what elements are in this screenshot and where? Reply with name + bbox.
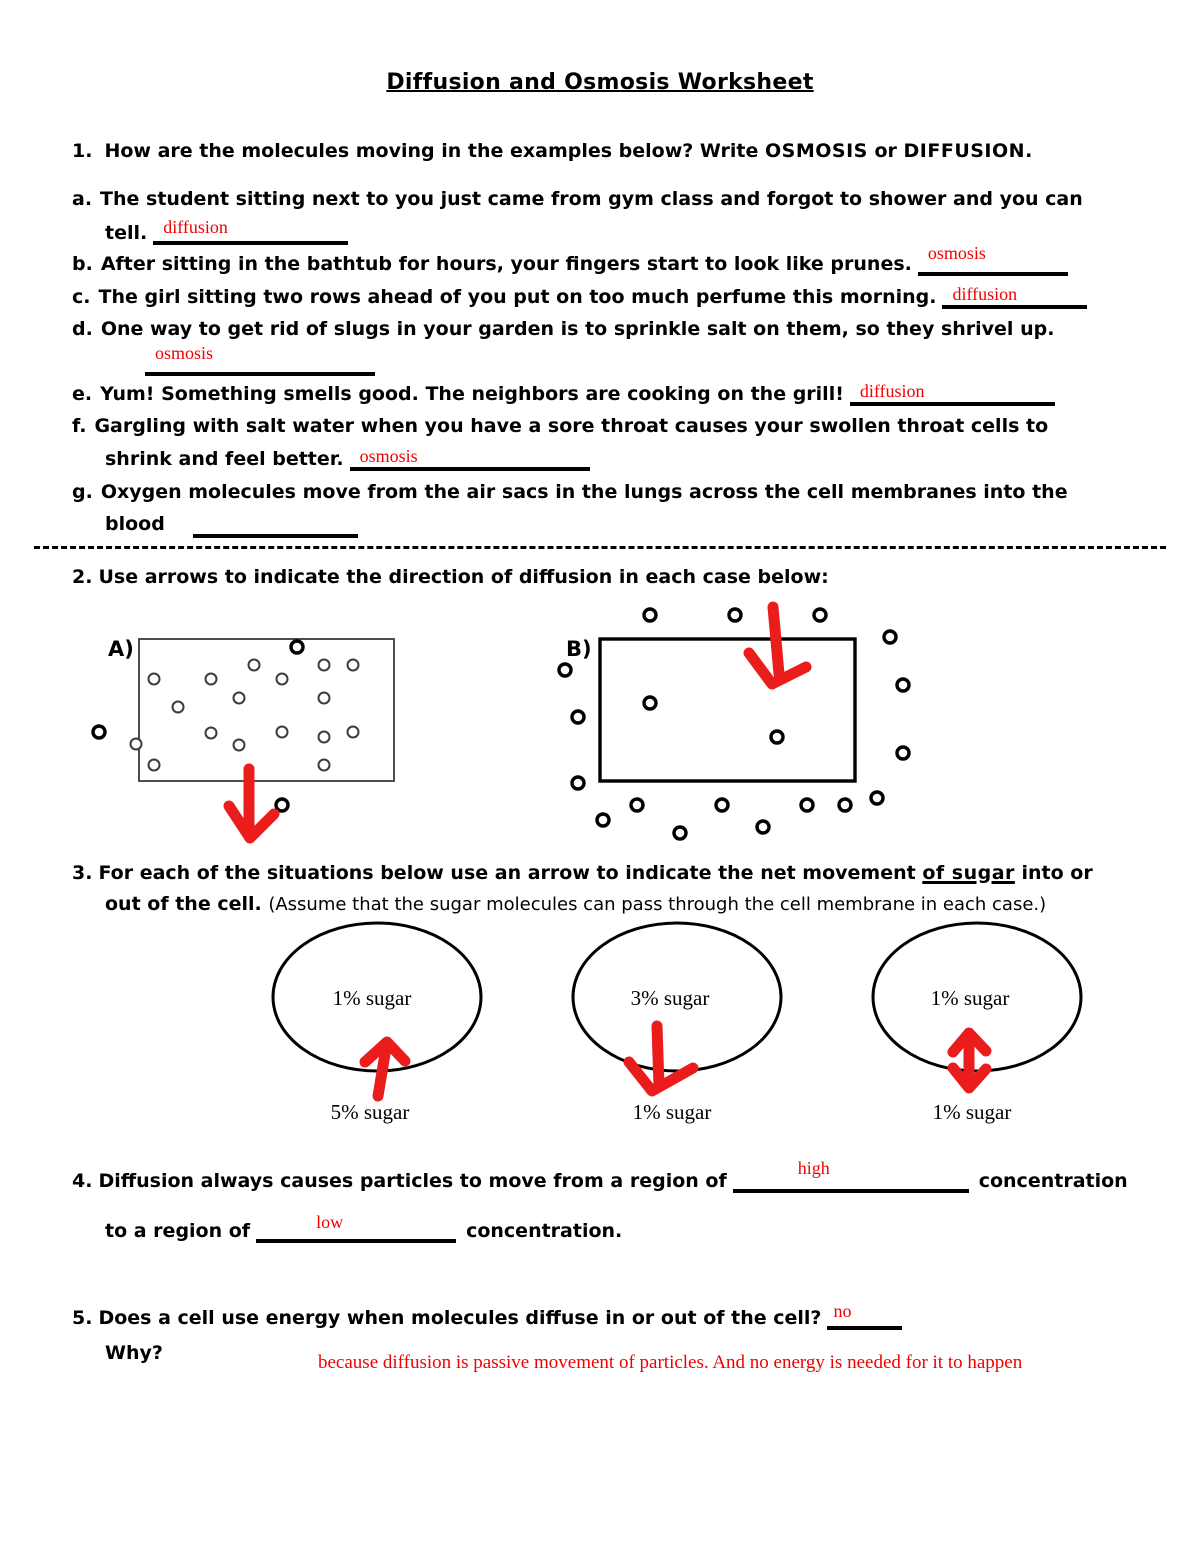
keyword-osmosis: OSMOSIS: [765, 140, 868, 162]
item-e-answer-blank: [850, 382, 1055, 406]
particle-circle: [319, 693, 330, 704]
cell-3-inside-label: 1% sugar: [930, 986, 1010, 1010]
particle-circle: [149, 760, 160, 771]
diagram-b: [559, 607, 909, 839]
item-g-text: Oxygen molecules move from the air sacs in the lungs across the cell membranes into the: [100, 481, 1068, 503]
question-2-text: Use arrows to indicate the direction of diffusion in each case below:: [98, 566, 829, 588]
item-g-text2: blood: [105, 513, 165, 535]
particle-circle: [348, 660, 359, 671]
particle-circle: [757, 821, 769, 833]
item-f-answer: osmosis: [359, 446, 418, 466]
item-f-line2: [105, 446, 590, 472]
item-f-text: Gargling with salt water when you have a sore throat causes your swollen throat cells to: [94, 415, 1049, 437]
question-1: [72, 138, 1032, 164]
item-e-answer: diffusion: [859, 381, 925, 401]
item-c-letter: c.: [72, 286, 91, 308]
item-d-answer-blank: [145, 342, 375, 376]
particle-circle: [839, 799, 851, 811]
item-d-answer: osmosis: [155, 343, 214, 363]
question-2-number: 2.: [72, 566, 93, 588]
keyword-connector: or: [867, 140, 904, 162]
particle-circle: [234, 740, 245, 751]
question-3-emphasis: of sugar: [922, 862, 1015, 884]
cell-1-arrow-into-cell: [365, 1042, 405, 1096]
diagram-a-arrow-down-out: [229, 769, 274, 838]
particle-circle: [572, 777, 584, 789]
question-4-text: Diffusion always causes particles to move from a region of: [98, 1170, 727, 1192]
question-5-why-label: [105, 1340, 163, 1366]
particle-circle: [291, 641, 303, 653]
particle-circle: [644, 697, 656, 709]
diagram-a-particles-boundary: [291, 641, 303, 653]
particle-circle: [319, 760, 330, 771]
question-5-text: Does a cell use energy when molecules diffuse in or out of the cell?: [98, 1307, 822, 1329]
particle-circle: [173, 702, 184, 713]
question-3-bold2: out of the cell.: [105, 893, 262, 915]
particle-circle: [249, 660, 260, 671]
item-e-line: [72, 381, 1055, 407]
cell-2-membrane: [573, 923, 781, 1071]
particle-circle: [801, 799, 813, 811]
item-e-text: Yum! Something smells good. The neighbors are cooking on the grill!: [100, 383, 844, 405]
item-c-text: The girl sitting two rows ahead of you put on too much perfume this morning.: [98, 286, 937, 308]
diagram-b-particles-inside: [644, 697, 783, 743]
particle-circle: [559, 664, 571, 676]
particle-circle: [319, 732, 330, 743]
cell-1-inside-label: 1% sugar: [332, 986, 412, 1010]
question-3-number: 3.: [72, 862, 93, 884]
question-5-line: [72, 1301, 902, 1331]
keyword-diffusion: DIFFUSION: [903, 140, 1026, 162]
item-a-line2: [105, 217, 348, 246]
item-f-text2: shrink and feel better.: [105, 448, 344, 470]
particle-circle: [277, 674, 288, 685]
question-4-number: 4.: [72, 1170, 93, 1192]
question-4-answer-low: low: [316, 1212, 344, 1232]
particle-circle: [897, 747, 909, 759]
cell-1-membrane: [273, 923, 481, 1071]
question-4-line1: [72, 1158, 1128, 1194]
item-a-text: The student sitting next to you just came from gym class and forgot to shower and you can: [100, 188, 1083, 210]
item-e-letter: e.: [72, 383, 93, 405]
item-d-text: One way to get rid of slugs in your garden is to sprinkle salt on them, so they shrivel up.: [100, 318, 1055, 340]
particle-circle: [277, 727, 288, 738]
item-f-letter: f.: [72, 415, 87, 437]
cell-1: [273, 923, 481, 1124]
particle-circle: [276, 799, 288, 811]
diagram-b-particles-outside: [559, 609, 909, 839]
particle-circle: [884, 631, 896, 643]
item-g-line2: [105, 511, 358, 538]
particle-circle: [631, 799, 643, 811]
question-4-line2-text: to a region of: [105, 1220, 251, 1242]
cell-2-outside-label: 1% sugar: [632, 1100, 712, 1124]
particle-circle: [319, 660, 330, 671]
question-3-note: (Assume that the sugar molecules can pass through the cell membrane in each case.): [268, 894, 1047, 915]
diagram-a: [93, 637, 394, 838]
page-title: Diffusion and Osmosis Worksheet: [386, 70, 814, 95]
why-label-text: Why?: [105, 1342, 163, 1364]
item-c-answer: diffusion: [952, 284, 1018, 304]
item-g-line1: [72, 479, 1068, 505]
item-b-line: [72, 243, 1068, 277]
question-1-text: How are the molecules moving in the examples below? Write: [104, 140, 766, 162]
particle-circle: [149, 674, 160, 685]
cell-3-outside-label: 1% sugar: [932, 1100, 1012, 1124]
question-3-line2: [105, 891, 1046, 918]
particle-circle: [716, 799, 728, 811]
particle-circle: [674, 827, 686, 839]
question-4-answer-high: high: [797, 1158, 830, 1178]
diagram-b-arrow-down-in: [749, 607, 806, 684]
particle-circle: [771, 731, 783, 743]
item-g-letter: g.: [72, 481, 93, 503]
particle-circle: [814, 609, 826, 621]
particle-circle: [348, 727, 359, 738]
cell-3-arrow-both-ways: [953, 1033, 986, 1088]
cell-3-membrane: [873, 923, 1081, 1071]
question-5-answer: no: [833, 1301, 852, 1321]
cell-2: [573, 923, 781, 1124]
particle-circle: [206, 728, 217, 739]
item-b-answer-blank: [918, 243, 1068, 276]
particle-circle: [93, 726, 105, 738]
question-2: [72, 564, 829, 590]
item-c-answer-blank: [942, 285, 1087, 309]
particle-circle: [729, 609, 741, 621]
particle-circle: [871, 792, 883, 804]
question-3-text: For each of the situations below use an arrow to indicate the net movement: [98, 862, 923, 884]
cell-2-arrow-out-of-cell: [629, 1026, 693, 1091]
item-a-letter: a.: [72, 188, 93, 210]
item-d-answer-line: [145, 342, 375, 383]
question-5-answer-blank: [827, 1301, 902, 1330]
particle-circle: [206, 674, 217, 685]
question-1-period: .: [1025, 140, 1033, 162]
particle-circle: [897, 679, 909, 691]
item-b-answer: osmosis: [927, 243, 986, 263]
item-f-line1: [72, 413, 1048, 439]
item-a-answer-blank: [153, 217, 348, 245]
question-3-line1: [72, 860, 1093, 886]
diagram-a-particles-outside: [93, 726, 288, 811]
item-d-line: [72, 316, 1054, 342]
question-3-text-post: into or: [1014, 862, 1093, 884]
item-d-letter: d.: [72, 318, 93, 340]
item-f-answer-blank: [350, 447, 590, 471]
particle-circle: [644, 609, 656, 621]
cell-3: [873, 923, 1081, 1124]
diagram-a-box: [139, 639, 394, 781]
cell-1-outside-label: 5% sugar: [330, 1100, 410, 1124]
particle-circle: [572, 711, 584, 723]
item-b-letter: b.: [72, 253, 93, 275]
item-c-line: [72, 284, 1087, 310]
item-a-answer: diffusion: [163, 217, 228, 237]
question-1-number: 1.: [72, 140, 93, 162]
diagram-b-label: B): [566, 637, 592, 661]
particle-circle: [597, 814, 609, 826]
particle-circle: [234, 693, 245, 704]
question-4-blank-high: [733, 1158, 969, 1193]
item-a-text2: tell.: [105, 222, 148, 244]
diagram-b-box: [600, 639, 855, 781]
particle-circle: [131, 739, 142, 750]
question-5-number: 5.: [72, 1307, 93, 1329]
question-5-why-answer: because diffusion is passive movement of particles. And no energy is needed for it to happen: [318, 1352, 1023, 1373]
question-4-line2-post: concentration.: [466, 1220, 623, 1242]
question-4-line2: [105, 1212, 623, 1244]
item-a-line1: [72, 186, 1083, 212]
item-g-answer-blank: [193, 514, 358, 538]
question-4-blank-low: [256, 1212, 456, 1243]
item-b-text: After sitting in the bathtub for hours, your fingers start to look like prunes.: [100, 253, 912, 275]
diagram-a-particles-inside: [131, 660, 359, 771]
cell-2-inside-label: 3% sugar: [630, 986, 710, 1010]
diagram-a-label: A): [108, 637, 134, 661]
question-4-text-post: concentration: [978, 1170, 1128, 1192]
dashed-divider: [34, 546, 1166, 549]
